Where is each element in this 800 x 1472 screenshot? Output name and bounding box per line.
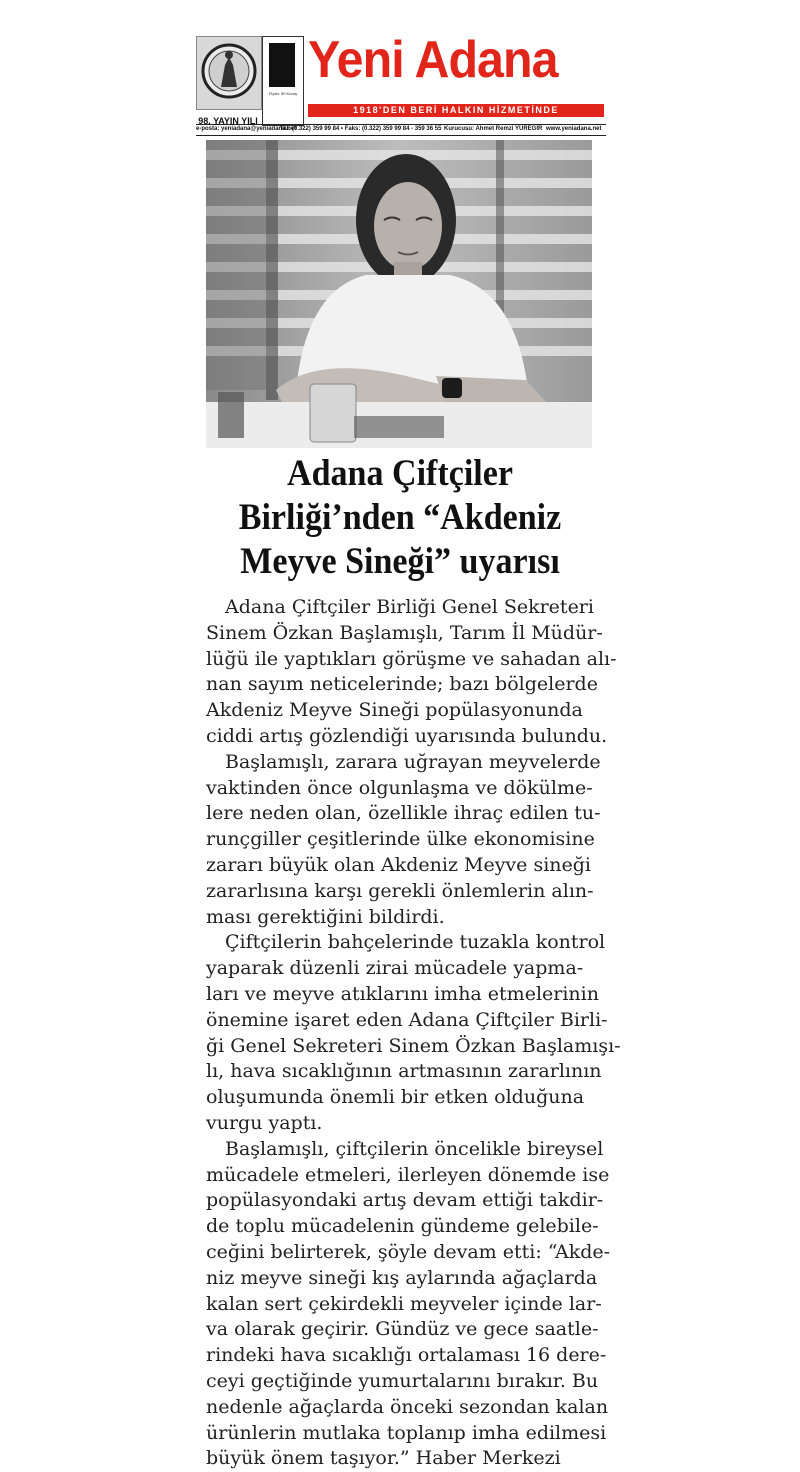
article-body: [206, 595, 621, 1472]
body-line: lı, hava sıcaklığının artmasının zararlının: [206, 1060, 602, 1083]
email-text: e-posta: yeniadana@yeniadana.net: [196, 126, 297, 132]
body-line: runçgiller çeşitlerinde ülke ekonomisine: [206, 828, 595, 851]
body-line: mücadele etmeleri, ilerleyen dönemde ise: [206, 1163, 610, 1186]
body-line: nedenle ağaçlarda önceki sezondan kalan: [206, 1395, 609, 1418]
body-line: büyük önem taşıyor.” Haber Merkezi: [206, 1447, 561, 1470]
body-line: zararı büyük olan Akdeniz Meyve sineği: [206, 853, 591, 876]
body-line: Başlamışlı, çiftçilerin öncelikle bireysel: [225, 1137, 604, 1160]
body-line: ği Genel Sekreteri Sinem Özkan Başlamışı-: [206, 1034, 621, 1057]
publication-year-label: 98. YAYIN YILI: [198, 116, 258, 126]
body-line: nan sayım neticelerinde; bazı bölgelerde: [206, 673, 598, 696]
woman-portrait-photo: [206, 140, 592, 448]
body-line: vaktinden önce olgunlaşma ve dökülme-: [206, 776, 593, 799]
body-line: Başlamışlı, zarara uğrayan meyvelerde: [225, 750, 601, 773]
body-line: Adana Çiftçiler Birliği Genel Sekreteri: [225, 596, 594, 618]
body-line: önemine işaret eden Adana Çiftçiler Birli-: [206, 1008, 608, 1031]
body-line: zararlısına karşı gerekli önlemlerin alın-: [206, 879, 594, 902]
body-line: ları ve meyve atıklarını imha etmelerinin: [206, 982, 599, 1005]
newspaper-emblem-icon: [196, 36, 262, 110]
body-line: popülasyondaki artış devam ettiği takdir-: [206, 1189, 604, 1212]
article-photo: [206, 140, 592, 448]
article-headline: [207, 452, 593, 584]
body-line: ması gerektiğini bildirdi.: [206, 905, 445, 928]
body-line: va olarak geçirir. Gündüz ve gece saatle-: [206, 1318, 599, 1341]
headline-line: Meyve Sineği” uyarısı: [240, 541, 560, 582]
body-line: niz meyve sineği kış aylarında ağaçlarda: [206, 1266, 598, 1289]
founder-text: Kurucusu: Ahmet Remzi YÜREGİR: [444, 126, 543, 132]
phone-text: Tel: (0.322) 359 99 84 • Faks: (0.322) 359 99 84 - 359 36 55: [280, 126, 442, 132]
body-line: Çiftçilerin bahçelerinde tuzakla kontrol: [225, 931, 606, 954]
body-line: lere neden olan, özellikle ihraç edilen tu-: [206, 802, 601, 825]
body-line: ciddi artış gözlendiği uyarısında bulundu.: [206, 724, 608, 747]
price-text: Fiyatı: 50 Kuruş: [268, 91, 297, 96]
body-line: Sinem Özkan Başlamışlı, Tarım İl Müdür-: [206, 621, 603, 644]
newspaper-slogan: 1918'DEN BERİ HALKIN HİZMETİNDE: [308, 104, 604, 117]
body-line: vurgu yaptı.: [206, 1111, 323, 1134]
price-box: [262, 36, 304, 126]
body-line: ürünlerin mutlaka toplanıp imha edilmesi: [206, 1421, 607, 1444]
body-line: oluşumunda önemli bir etken olduğuna: [206, 1086, 585, 1109]
newspaper-title: Yeni Adana: [308, 31, 558, 89]
body-line: kalan sert çekirdekli meyveler içinde lar-: [206, 1292, 602, 1315]
body-line: Akdeniz Meyve Sineği popülasyonunda: [206, 699, 583, 722]
body-line: yaparak düzenli zirai mücadele yapma-: [206, 957, 584, 980]
newspaper-masthead: [196, 31, 606, 136]
body-line: ceyi geçtiğinde yumurtalarını bırakır. Bu: [206, 1369, 599, 1392]
website-text: www.yeniadana.net: [546, 126, 602, 132]
body-line: de toplu mücadelenin gündeme gelebile-: [206, 1215, 599, 1238]
body-line: lüğü ile yaptıkları görüşme ve sahadan alı-: [206, 647, 617, 670]
headline-line: Adana Çiftçiler: [287, 453, 513, 494]
body-line: ceğini belirterek, şöyle devam etti: “Akde-: [206, 1240, 611, 1263]
body-line: rindeki hava sıcaklığı ortalaması 16 dere-: [206, 1344, 607, 1367]
masthead-info-bar: [196, 124, 606, 136]
headline-line: Birliği’nden “Akdeniz: [238, 497, 562, 538]
